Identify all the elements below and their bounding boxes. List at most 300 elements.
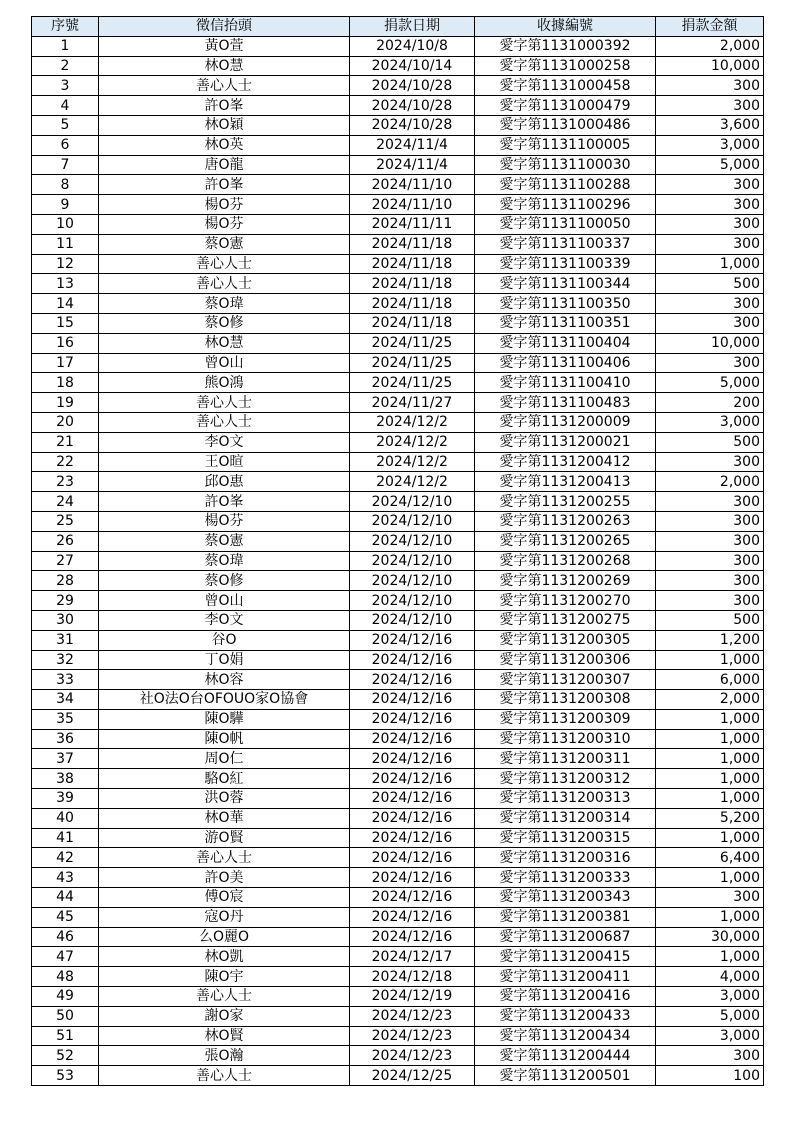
- cell-seq: 16: [32, 333, 99, 353]
- cell-seq: 22: [32, 452, 99, 472]
- cell-date: 2024/12/10: [350, 551, 475, 571]
- cell-seq: 28: [32, 571, 99, 591]
- table-row: [32, 907, 764, 927]
- cell-date: 2024/10/28: [350, 76, 475, 96]
- cell-date: 2024/12/16: [350, 690, 475, 710]
- cell-receipt: 愛字第1131100351: [475, 313, 656, 333]
- cell-receipt: 愛字第1131200307: [475, 670, 656, 690]
- donation-table: [31, 16, 764, 1086]
- cell-receipt: 愛字第1131200413: [475, 472, 656, 492]
- cell-name: 社O法O台OFOUO家O協會: [99, 690, 350, 710]
- cell-receipt: 愛字第1131200415: [475, 947, 656, 967]
- cell-seq: 27: [32, 551, 99, 571]
- cell-seq: 33: [32, 670, 99, 690]
- cell-date: 2024/12/10: [350, 610, 475, 630]
- cell-name: 邱O惠: [99, 472, 350, 492]
- cell-seq: 7: [32, 155, 99, 175]
- cell-name: 陳O帆: [99, 729, 350, 749]
- cell-amount: 5,000: [656, 1006, 764, 1026]
- cell-receipt: 愛字第1131200412: [475, 452, 656, 472]
- cell-amount: 300: [656, 175, 764, 195]
- cell-receipt: 愛字第1131100483: [475, 393, 656, 413]
- table-row: [32, 175, 764, 195]
- cell-seq: 31: [32, 630, 99, 650]
- cell-amount: 500: [656, 610, 764, 630]
- table-row: [32, 967, 764, 987]
- table-row: [32, 492, 764, 512]
- cell-receipt: 愛字第1131000486: [475, 115, 656, 135]
- table-row: [32, 987, 764, 1007]
- cell-date: 2024/12/16: [350, 888, 475, 908]
- cell-seq: 29: [32, 591, 99, 611]
- cell-name: 黃O萱: [99, 36, 350, 56]
- cell-seq: 45: [32, 907, 99, 927]
- table-header: [32, 17, 764, 37]
- cell-seq: 15: [32, 313, 99, 333]
- cell-amount: 300: [656, 531, 764, 551]
- table-row: [32, 630, 764, 650]
- cell-amount: 300: [656, 511, 764, 531]
- cell-name: 善心人士: [99, 848, 350, 868]
- table-row: [32, 927, 764, 947]
- cell-receipt: 愛字第1131200009: [475, 412, 656, 432]
- cell-seq: 8: [32, 175, 99, 195]
- cell-name: 張O瀚: [99, 1046, 350, 1066]
- cell-seq: 23: [32, 472, 99, 492]
- cell-amount: 10,000: [656, 56, 764, 76]
- cell-receipt: 愛字第1131200687: [475, 927, 656, 947]
- cell-name: 丁O娟: [99, 650, 350, 670]
- cell-amount: 2,000: [656, 690, 764, 710]
- table-row: [32, 868, 764, 888]
- table-row: [32, 729, 764, 749]
- cell-seq: 40: [32, 808, 99, 828]
- table-row: [32, 195, 764, 215]
- cell-name: 么O麗O: [99, 927, 350, 947]
- cell-receipt: 愛字第1131100337: [475, 234, 656, 254]
- cell-seq: 50: [32, 1006, 99, 1026]
- cell-name: 曾O山: [99, 353, 350, 373]
- cell-amount: 500: [656, 274, 764, 294]
- cell-name: 林O英: [99, 135, 350, 155]
- cell-receipt: 愛字第1131200314: [475, 808, 656, 828]
- table-row: [32, 571, 764, 591]
- cell-date: 2024/11/25: [350, 333, 475, 353]
- cell-amount: 300: [656, 96, 764, 116]
- cell-seq: 51: [32, 1026, 99, 1046]
- cell-seq: 52: [32, 1046, 99, 1066]
- cell-seq: 37: [32, 749, 99, 769]
- cell-amount: 3,600: [656, 115, 764, 135]
- cell-receipt: 愛字第1131200312: [475, 769, 656, 789]
- cell-name: 許O美: [99, 868, 350, 888]
- header-row: [32, 17, 764, 37]
- cell-date: 2024/12/23: [350, 1006, 475, 1026]
- cell-seq: 21: [32, 432, 99, 452]
- cell-amount: 300: [656, 591, 764, 611]
- cell-name: 善心人士: [99, 76, 350, 96]
- table-row: [32, 531, 764, 551]
- cell-amount: 300: [656, 76, 764, 96]
- cell-date: 2024/12/23: [350, 1046, 475, 1066]
- cell-receipt: 愛字第1131100050: [475, 214, 656, 234]
- cell-receipt: 愛字第1131200316: [475, 848, 656, 868]
- cell-date: 2024/12/16: [350, 828, 475, 848]
- cell-seq: 9: [32, 195, 99, 215]
- header-name: 徵信抬頭: [99, 17, 350, 37]
- cell-amount: 3,000: [656, 1026, 764, 1046]
- table-row: [32, 294, 764, 314]
- table-row: [32, 214, 764, 234]
- cell-name: 游O賢: [99, 828, 350, 848]
- cell-receipt: 愛字第1131200269: [475, 571, 656, 591]
- cell-name: 蔡O修: [99, 313, 350, 333]
- cell-seq: 17: [32, 353, 99, 373]
- table-row: [32, 393, 764, 413]
- cell-amount: 6,000: [656, 670, 764, 690]
- cell-name: 蔡O憲: [99, 531, 350, 551]
- cell-receipt: 愛字第1131200021: [475, 432, 656, 452]
- cell-date: 2024/11/10: [350, 195, 475, 215]
- table-row: [32, 848, 764, 868]
- cell-receipt: 愛字第1131200270: [475, 591, 656, 611]
- cell-name: 唐O龍: [99, 155, 350, 175]
- cell-receipt: 愛字第1131000392: [475, 36, 656, 56]
- table-row: [32, 888, 764, 908]
- cell-receipt: 愛字第1131200343: [475, 888, 656, 908]
- cell-name: 林O華: [99, 808, 350, 828]
- cell-amount: 200: [656, 393, 764, 413]
- cell-date: 2024/12/16: [350, 630, 475, 650]
- header-date: 捐款日期: [350, 17, 475, 37]
- cell-receipt: 愛字第1131100296: [475, 195, 656, 215]
- table-row: [32, 511, 764, 531]
- cell-date: 2024/12/16: [350, 729, 475, 749]
- cell-receipt: 愛字第1131200433: [475, 1006, 656, 1026]
- table-row: [32, 333, 764, 353]
- cell-receipt: 愛字第1131000458: [475, 76, 656, 96]
- cell-date: 2024/12/10: [350, 531, 475, 551]
- cell-name: 善心人士: [99, 1066, 350, 1086]
- cell-receipt: 愛字第1131200416: [475, 987, 656, 1007]
- cell-amount: 3,000: [656, 135, 764, 155]
- cell-seq: 42: [32, 848, 99, 868]
- table-row: [32, 551, 764, 571]
- cell-receipt: 愛字第1131200310: [475, 729, 656, 749]
- cell-name: 林O賢: [99, 1026, 350, 1046]
- cell-seq: 14: [32, 294, 99, 314]
- cell-date: 2024/12/16: [350, 709, 475, 729]
- cell-date: 2024/12/16: [350, 868, 475, 888]
- cell-name: 駱O紅: [99, 769, 350, 789]
- table-row: [32, 234, 764, 254]
- cell-date: 2024/12/23: [350, 1026, 475, 1046]
- cell-receipt: 愛字第1131200306: [475, 650, 656, 670]
- cell-receipt: 愛字第1131200265: [475, 531, 656, 551]
- cell-receipt: 愛字第1131100344: [475, 274, 656, 294]
- cell-seq: 41: [32, 828, 99, 848]
- cell-receipt: 愛字第1131200255: [475, 492, 656, 512]
- cell-amount: 1,000: [656, 828, 764, 848]
- table-row: [32, 1066, 764, 1086]
- cell-seq: 36: [32, 729, 99, 749]
- cell-amount: 3,000: [656, 412, 764, 432]
- cell-date: 2024/11/4: [350, 135, 475, 155]
- table-row: [32, 135, 764, 155]
- cell-date: 2024/12/2: [350, 472, 475, 492]
- cell-receipt: 愛字第1131200309: [475, 709, 656, 729]
- cell-amount: 1,000: [656, 650, 764, 670]
- cell-amount: 300: [656, 294, 764, 314]
- cell-seq: 46: [32, 927, 99, 947]
- cell-amount: 500: [656, 432, 764, 452]
- cell-name: 善心人士: [99, 274, 350, 294]
- cell-seq: 18: [32, 373, 99, 393]
- table-row: [32, 828, 764, 848]
- cell-amount: 300: [656, 492, 764, 512]
- cell-date: 2024/11/11: [350, 214, 475, 234]
- cell-receipt: 愛字第1131000479: [475, 96, 656, 116]
- cell-amount: 1,000: [656, 729, 764, 749]
- cell-seq: 32: [32, 650, 99, 670]
- cell-name: 林O容: [99, 670, 350, 690]
- cell-amount: 1,000: [656, 254, 764, 274]
- cell-name: 蔡O憲: [99, 234, 350, 254]
- cell-seq: 5: [32, 115, 99, 135]
- cell-receipt: 愛字第1131200501: [475, 1066, 656, 1086]
- cell-amount: 1,000: [656, 947, 764, 967]
- cell-seq: 30: [32, 610, 99, 630]
- cell-receipt: 愛字第1131200305: [475, 630, 656, 650]
- cell-date: 2024/12/19: [350, 987, 475, 1007]
- cell-date: 2024/12/16: [350, 848, 475, 868]
- cell-receipt: 愛字第1131100404: [475, 333, 656, 353]
- cell-date: 2024/12/16: [350, 907, 475, 927]
- cell-amount: 2,000: [656, 36, 764, 56]
- cell-amount: 300: [656, 452, 764, 472]
- cell-seq: 43: [32, 868, 99, 888]
- cell-receipt: 愛字第1131200263: [475, 511, 656, 531]
- cell-seq: 49: [32, 987, 99, 1007]
- cell-date: 2024/10/8: [350, 36, 475, 56]
- cell-amount: 10,000: [656, 333, 764, 353]
- cell-date: 2024/11/18: [350, 313, 475, 333]
- cell-name: 林O慧: [99, 333, 350, 353]
- cell-receipt: 愛字第1131200333: [475, 868, 656, 888]
- cell-name: 林O凱: [99, 947, 350, 967]
- cell-receipt: 愛字第1131200411: [475, 967, 656, 987]
- table-row: [32, 591, 764, 611]
- cell-seq: 2: [32, 56, 99, 76]
- cell-receipt: 愛字第1131100406: [475, 353, 656, 373]
- table-row: [32, 155, 764, 175]
- header-amount: 捐款金額: [656, 17, 764, 37]
- cell-date: 2024/12/25: [350, 1066, 475, 1086]
- cell-date: 2024/12/10: [350, 591, 475, 611]
- cell-name: 謝O家: [99, 1006, 350, 1026]
- cell-amount: 1,000: [656, 709, 764, 729]
- cell-date: 2024/11/25: [350, 353, 475, 373]
- cell-date: 2024/12/16: [350, 808, 475, 828]
- cell-date: 2024/10/28: [350, 115, 475, 135]
- cell-seq: 6: [32, 135, 99, 155]
- cell-amount: 100: [656, 1066, 764, 1086]
- cell-amount: 1,000: [656, 868, 764, 888]
- cell-seq: 3: [32, 76, 99, 96]
- cell-receipt: 愛字第1131100410: [475, 373, 656, 393]
- cell-seq: 19: [32, 393, 99, 413]
- cell-amount: 2,000: [656, 472, 764, 492]
- cell-name: 楊O芬: [99, 511, 350, 531]
- cell-name: 蔡O瑋: [99, 294, 350, 314]
- cell-date: 2024/12/10: [350, 571, 475, 591]
- table-row: [32, 1006, 764, 1026]
- cell-receipt: 愛字第1131200275: [475, 610, 656, 630]
- cell-receipt: 愛字第1131200434: [475, 1026, 656, 1046]
- table-row: [32, 1026, 764, 1046]
- cell-name: 許O峯: [99, 492, 350, 512]
- cell-receipt: 愛字第1131200268: [475, 551, 656, 571]
- cell-seq: 44: [32, 888, 99, 908]
- cell-receipt: 愛字第1131200381: [475, 907, 656, 927]
- cell-date: 2024/12/16: [350, 650, 475, 670]
- cell-amount: 5,000: [656, 155, 764, 175]
- cell-seq: 39: [32, 789, 99, 809]
- cell-date: 2024/12/16: [350, 749, 475, 769]
- cell-name: 許O峯: [99, 175, 350, 195]
- cell-receipt: 愛字第1131200308: [475, 690, 656, 710]
- cell-date: 2024/10/28: [350, 96, 475, 116]
- cell-receipt: 愛字第1131200313: [475, 789, 656, 809]
- table-row: [32, 709, 764, 729]
- cell-amount: 300: [656, 195, 764, 215]
- cell-seq: 48: [32, 967, 99, 987]
- cell-name: 洪O蓉: [99, 789, 350, 809]
- table-row: [32, 472, 764, 492]
- cell-name: 楊O芬: [99, 195, 350, 215]
- table-body: [32, 36, 764, 1085]
- table-row: [32, 947, 764, 967]
- cell-date: 2024/11/10: [350, 175, 475, 195]
- table-row: [32, 610, 764, 630]
- cell-amount: 300: [656, 888, 764, 908]
- cell-seq: 47: [32, 947, 99, 967]
- cell-name: 蔡O修: [99, 571, 350, 591]
- table-row: [32, 670, 764, 690]
- cell-date: 2024/12/2: [350, 412, 475, 432]
- table-row: [32, 36, 764, 56]
- table-row: [32, 808, 764, 828]
- cell-receipt: 愛字第1131200315: [475, 828, 656, 848]
- cell-date: 2024/12/16: [350, 789, 475, 809]
- cell-receipt: 愛字第1131100288: [475, 175, 656, 195]
- cell-seq: 38: [32, 769, 99, 789]
- cell-amount: 300: [656, 571, 764, 591]
- cell-name: 陳O驊: [99, 709, 350, 729]
- table-row: [32, 412, 764, 432]
- table-row: [32, 690, 764, 710]
- cell-receipt: 愛字第1131000258: [475, 56, 656, 76]
- cell-date: 2024/11/4: [350, 155, 475, 175]
- cell-amount: 300: [656, 1046, 764, 1066]
- cell-date: 2024/12/10: [350, 492, 475, 512]
- cell-date: 2024/11/18: [350, 234, 475, 254]
- cell-amount: 300: [656, 234, 764, 254]
- cell-name: 王O暄: [99, 452, 350, 472]
- cell-amount: 300: [656, 214, 764, 234]
- cell-seq: 4: [32, 96, 99, 116]
- cell-receipt: 愛字第1131100339: [475, 254, 656, 274]
- cell-name: 周O仁: [99, 749, 350, 769]
- cell-date: 2024/11/27: [350, 393, 475, 413]
- cell-amount: 300: [656, 551, 764, 571]
- cell-name: 谷O: [99, 630, 350, 650]
- table-row: [32, 373, 764, 393]
- cell-amount: 1,000: [656, 907, 764, 927]
- cell-name: 善心人士: [99, 254, 350, 274]
- cell-seq: 24: [32, 492, 99, 512]
- table-row: [32, 254, 764, 274]
- cell-amount: 300: [656, 313, 764, 333]
- cell-name: 陳O宇: [99, 967, 350, 987]
- cell-date: 2024/11/18: [350, 294, 475, 314]
- cell-seq: 53: [32, 1066, 99, 1086]
- cell-name: 善心人士: [99, 412, 350, 432]
- cell-amount: 1,000: [656, 789, 764, 809]
- table-row: [32, 749, 764, 769]
- header-receipt: 收據編號: [475, 17, 656, 37]
- cell-seq: 12: [32, 254, 99, 274]
- cell-receipt: 愛字第1131200444: [475, 1046, 656, 1066]
- cell-date: 2024/11/18: [350, 254, 475, 274]
- cell-amount: 300: [656, 353, 764, 373]
- cell-seq: 35: [32, 709, 99, 729]
- cell-seq: 34: [32, 690, 99, 710]
- cell-seq: 13: [32, 274, 99, 294]
- cell-name: 林O穎: [99, 115, 350, 135]
- cell-name: 林O慧: [99, 56, 350, 76]
- cell-seq: 1: [32, 36, 99, 56]
- cell-name: 李O文: [99, 610, 350, 630]
- cell-date: 2024/12/16: [350, 927, 475, 947]
- cell-amount: 1,000: [656, 749, 764, 769]
- table-row: [32, 769, 764, 789]
- cell-name: 熊O鴻: [99, 373, 350, 393]
- table-row: [32, 274, 764, 294]
- cell-amount: 4,000: [656, 967, 764, 987]
- cell-date: 2024/12/2: [350, 432, 475, 452]
- table-row: [32, 650, 764, 670]
- cell-seq: 26: [32, 531, 99, 551]
- cell-seq: 10: [32, 214, 99, 234]
- cell-seq: 20: [32, 412, 99, 432]
- cell-name: 許O峯: [99, 96, 350, 116]
- cell-date: 2024/11/18: [350, 274, 475, 294]
- cell-date: 2024/12/16: [350, 769, 475, 789]
- table-row: [32, 1046, 764, 1066]
- table-row: [32, 76, 764, 96]
- cell-name: 蔡O瑋: [99, 551, 350, 571]
- cell-receipt: 愛字第1131100005: [475, 135, 656, 155]
- cell-date: 2024/11/25: [350, 373, 475, 393]
- table-row: [32, 432, 764, 452]
- cell-receipt: 愛字第1131200311: [475, 749, 656, 769]
- cell-amount: 1,000: [656, 769, 764, 789]
- cell-date: 2024/12/16: [350, 670, 475, 690]
- cell-name: 善心人士: [99, 987, 350, 1007]
- cell-date: 2024/12/18: [350, 967, 475, 987]
- cell-amount: 1,200: [656, 630, 764, 650]
